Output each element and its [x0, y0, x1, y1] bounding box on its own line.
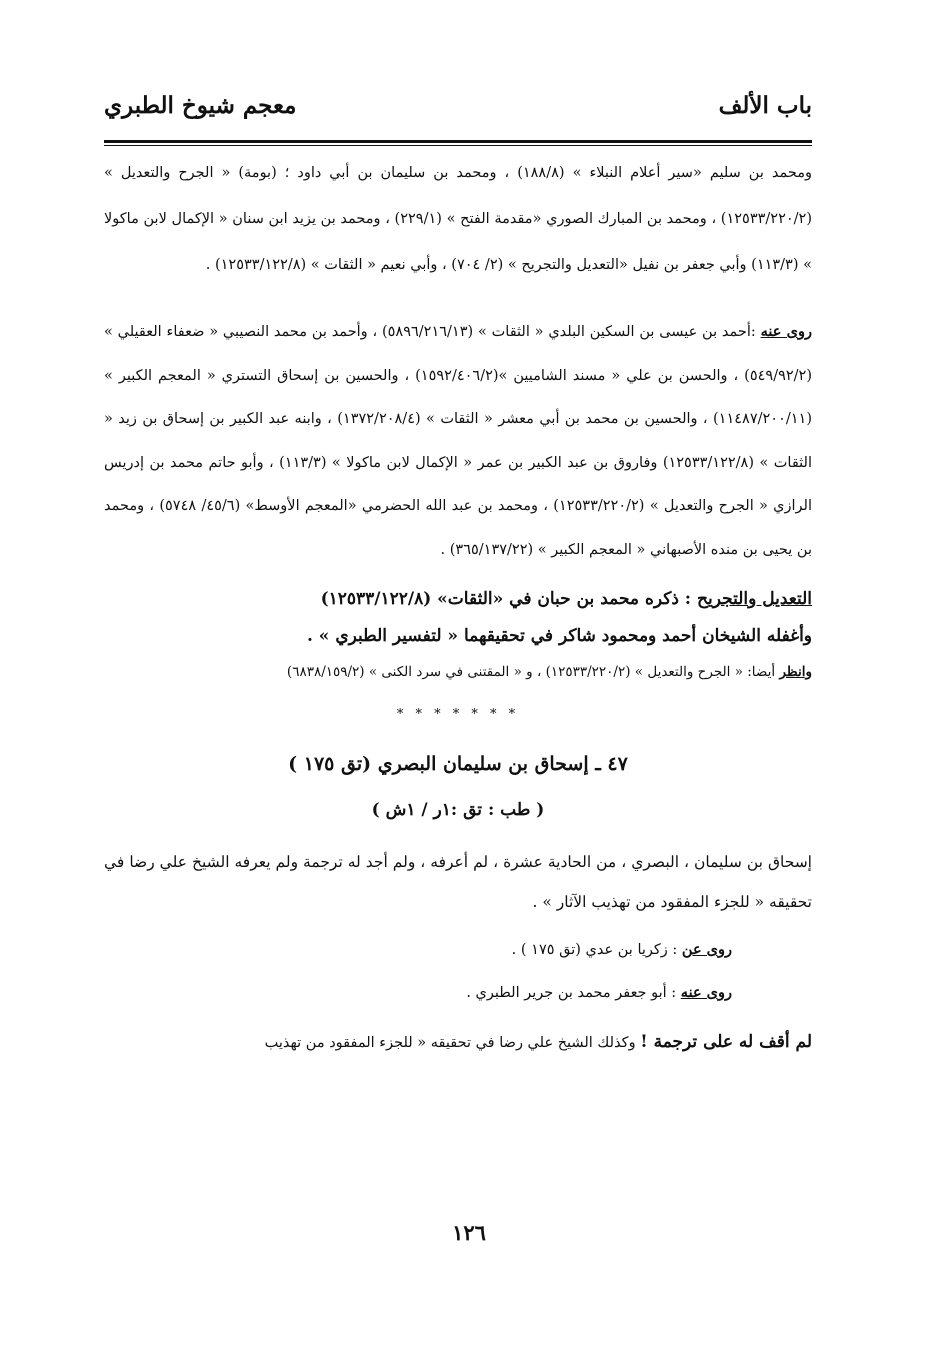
section-separator: * * * * * * *: [396, 707, 520, 722]
tadil-paragraph: [104, 580, 812, 618]
narrated-from-label: روى عن: [681, 941, 732, 958]
final-text: وكذلك الشيخ علي رضا في تحقيقه « للجزء المفقود من تهذيب: [264, 1035, 641, 1051]
continued-teachers-paragraph: ومحمد بن سليم «سير أعلام النبلاء » (١٨٨/٨) ، ومحمد بن سليمان بن أبي داود ؛ (بومة) « الجرح والتعديل » (١٢٥٣٣/٢٢٠/٢) ، ومحمد بن المبارك الصوري «مقدمة الفتح » (٢٢٩/١) ، ومحمد بن يزيد ابن سنان « الإكمال لابن ماكولا » (١١٣/٣) وأبي جعفر بن نفيل «التعديل والتجريح » (٢/ ٧٠٤) ، وأبي نعيم « الثقات » (١٢٥٣٣/١٢٢/٨) .: [104, 165, 812, 273]
final-bold-text: لم أقف له على ترجمة !: [640, 1032, 812, 1052]
tadil-text: : ذكره محمد بن حبان في «الثقات» (١٢٥٣٣/١٢٢/٨): [320, 589, 698, 609]
narrators-from-him-paragraph: [104, 310, 812, 572]
narrated-by-text: : أبو جعفر محمد بن جرير الطبري .: [466, 985, 681, 1001]
entry-code: ( طب : تق :١ر / ١ش ): [371, 800, 545, 820]
narrated-by-label: روى عنه: [680, 984, 732, 1001]
header-rule-thin: [104, 145, 812, 146]
narrated-from-line: [104, 928, 812, 972]
book-title: معجم شيوخ الطبري: [104, 92, 297, 119]
page-body: [104, 150, 812, 1065]
entry-title: ٤٧ ـ إسحاق بن سليمان البصري (تق ١٧٥ ): [288, 753, 628, 775]
narrated-by-line: [104, 972, 812, 1014]
narrators-label: روى عنه: [760, 323, 812, 340]
page-number: ١٢٦: [452, 1220, 486, 1245]
narrators-text: :أحمد بن عيسى بن السكين البلدي « الثقات » (٥٨٩٦/٢١٦/١٣) ، وأحمد بن محمد النصيبي « ضعفاء العقيلي » (٥٤٩/٩٢/٢) ، والحسن بن علي « مسند الشاميين »(١٥٩٢/٤٠٦/٢) ، والحسين بن إسحاق التستري « المعجم الكبير » (١١٤٨٧/٢٠٠/١١) ، والحسين بن محمد بن أبي معشر « الثقات » (١٣٧٢/٢٠٨/٤) ، وابنه عبد الكبير بن إسحاق بن زيد « الثقات » (١٢٥٣٣/١٢٢/٨) وفاروق بن عبد الكبير بن عمر « الإكمال لابن ماكولا » (١١٣/٣) ، وأبو حاتم محمد بن إدريس الرازي « الجرح والتعديل » (١٢٥٣٣/٢٢٠/٢) ، ومحمد بن عبد الله الحضرمي «المعجم الأوسط» (٤٥/٦/ ٥٧٤٨) ، ومحمد بن يحيى بن منده الأصبهاني « المعجم الكبير » (٣٦٥/١٣٧/٢٢) .: [104, 324, 813, 558]
see-also-text: أيضا: « الجرح والتعديل » (١٢٥٣٣/٢٢٠/٢) ، و « المقتنى في سرد الكنى » (٦٨٣٨/١٥٩/٢): [286, 664, 780, 680]
running-header: [104, 92, 812, 119]
tadil-label: التعديل والتجريح: [697, 589, 812, 609]
final-paragraph: [104, 1020, 812, 1065]
entry-description: إسحاق بن سليمان ، البصري ، من الحادية عشرة ، لم أعرفه ، ولم أجد له ترجمة ولم يعرفه الشيخ علي رضا في تحقيقه « للجزء المفقود من تهذيب الآثار » .: [104, 853, 812, 911]
section-title: باب الألف: [718, 92, 812, 119]
see-also-paragraph: [104, 655, 812, 689]
narrated-from-text: : زكريا بن عدي (تق ١٧٥ ) .: [511, 942, 682, 958]
header-rule: [104, 140, 812, 143]
see-also-label: وانظر: [779, 664, 812, 680]
tadil-note: وأغفله الشيخان أحمد ومحمود شاكر في تحقيقهما « لتفسير الطبري » .: [306, 626, 812, 646]
